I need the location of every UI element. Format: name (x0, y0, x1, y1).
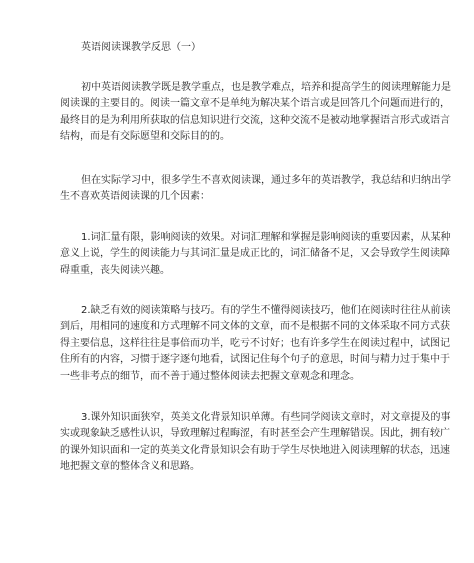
document-title: 英语阅读课教学反思（一） (81, 42, 201, 53)
paragraph-intro (60, 80, 451, 146)
text-line: 阅读课的主要目的。阅读一篇文章不是单纯为解决某个语言或是回答几个问题而进行的， (60, 98, 450, 110)
text-line: 但在实际学习中，很多学生不喜欢阅读课，通过多年的英语教学，我总结和归纳出学 (81, 175, 451, 186)
text-line: 意义上说，学生的阅读能力与其词汇量是成正比的，词汇储备不足，又会导致学生阅读障 (60, 248, 450, 260)
text-line: 碍重重，丧失阅读兴趣。 (60, 264, 170, 276)
paragraph-factor-2 (60, 303, 451, 385)
text-line: 3.课外知识面狭窄，英美文化背景知识单薄。有些同学阅读文章时，对文章提及的事 (81, 412, 451, 423)
text-line: 一些非考点的细节，而不善于通过整体阅读去把握文章观念和理念。 (60, 370, 360, 382)
text-line: 1.词汇量有限，影响阅读的效果。对词汇理解和掌握是影响阅读的重要因素，从某种 (81, 232, 451, 243)
text-line: 地把握文章的整体含义和思路。 (60, 461, 200, 473)
text-line: 初中英语阅读教学既是教学重点，也是教学难点，培养和提高学生的阅读理解能力是 (81, 82, 451, 93)
text-line: 2.缺乏有效的阅读策略与技巧。有的学生不懂得阅读技巧，他们在阅读时往往从前读 (81, 305, 451, 316)
text-line: 生不喜欢英语阅读课的几个因素： (60, 191, 210, 203)
paragraph-factor-1 (60, 230, 451, 279)
text-line: 住所有的内容，习惯于逐字逐句地看，试图记住每个句子的意思，时间与精力过于集中于 (60, 354, 450, 366)
text-line: 实或现象缺乏感性认识，导致理解过程晦涩，有时甚至会产生理解错误。因此，拥有较广 (60, 428, 450, 440)
paragraph-factor-3 (60, 410, 451, 476)
text-line: 得主要信息，这样往往是事倍而功半，吃亏不讨好；也有许多学生在阅读过程中，试图记 (60, 337, 450, 349)
text-line: 到后，用相同的速度和方式理解不同文体的文章，而不是根据不同的文体采取不同方式获 (60, 321, 450, 333)
paragraph-factors-intro (60, 173, 451, 206)
text-line: 的课外知识面和一定的英美文化背景知识会有助于学生尽快地进入阅读理解的状态，迅速 (60, 444, 450, 456)
text-line: 最终目的是为利用所获取的信息知识进行交流，这种交流不是被动地掌握语言形式或语言 (60, 114, 450, 126)
text-line: 结构，而是有交际愿望和交际目的的。 (60, 131, 230, 143)
